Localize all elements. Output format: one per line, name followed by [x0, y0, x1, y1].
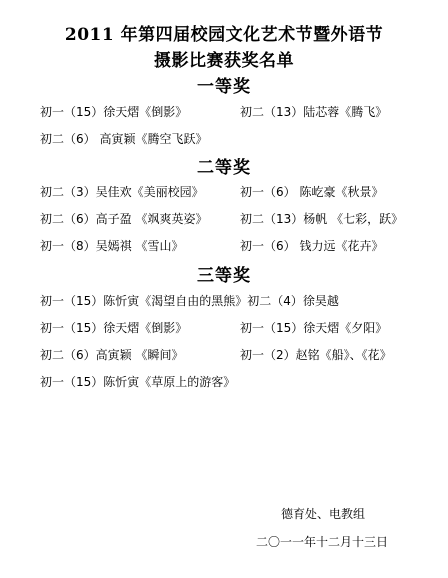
award-entry: 初一（15）陈忻寅《草原上的游客》 [40, 375, 236, 389]
footer-date: 二〇一一年十二月十三日 [256, 535, 389, 549]
award-entry: 初一（15）徐天熠《夕阳》 [240, 321, 388, 335]
award-entry: 初一（6） 陈屹豪《秋景》 [240, 185, 384, 199]
award-entry: 初二（13）杨帆 《七彩，跃》 [240, 212, 404, 226]
title-line-2: 摄影比赛获奖名单 [154, 51, 294, 71]
award-entry: 初一（2）赵铭《船》、《花》 [240, 348, 392, 362]
title-line-1: 2011 年第四届校园文化艺术节暨外语节 [64, 25, 384, 45]
section-heading-first-prize: 一等奖 [197, 77, 251, 97]
award-entry: 初一（15）徐天熠《倒影》 [40, 321, 188, 335]
award-entry: 初二（6）高子盈 《飒爽英姿》 [40, 212, 208, 226]
award-entry: 初二（13）陆芯蓉《腾飞》 [240, 105, 388, 119]
award-entry: 初二（3）吴佳欢《美丽校园》 [40, 185, 204, 199]
award-entry: 初一（6） 钱力远《花卉》 [240, 239, 384, 253]
award-entry: 初一（15）陈忻寅《渴望自由的黑熊》初二（4）徐昊越 [40, 294, 339, 308]
section-heading-third-prize: 三等奖 [197, 266, 251, 286]
section-heading-second-prize: 二等奖 [197, 158, 251, 178]
footer-organization: 德育处、电教组 [281, 507, 366, 521]
award-entry: 初二（6）高寅颖 《瞬间》 [40, 348, 184, 362]
award-entry: 初二（6） 高寅颖《腾空飞跃》 [40, 132, 208, 146]
award-entry: 初一（15）徐天熠《倒影》 [40, 105, 188, 119]
award-entry: 初一（8）吴嫣祺 《雪山》 [40, 239, 184, 253]
